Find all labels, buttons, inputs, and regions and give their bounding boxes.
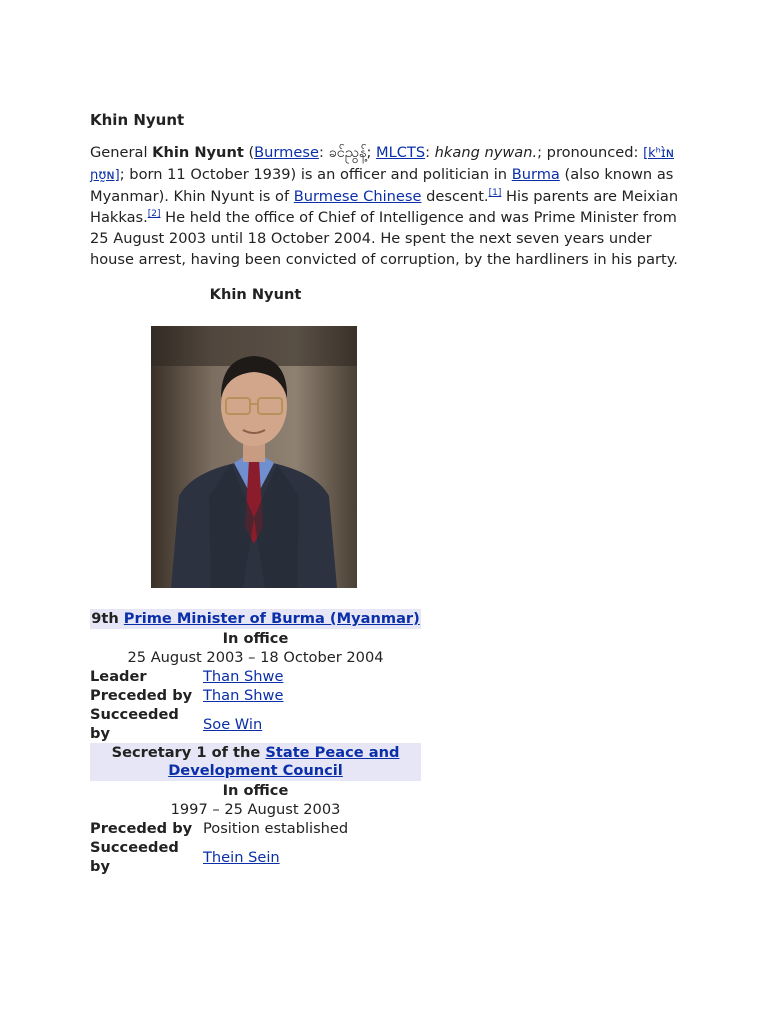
infobox [90,284,421,876]
table-row [90,838,421,876]
lead-text: ; born 11 October 1939) is an officer and politician in [119,166,512,183]
lead-text: General [90,144,153,161]
reference-1[interactable]: [1] [488,188,502,199]
row-label: Preceded by [90,820,193,837]
link-ipa[interactable]: [kʰɪ̀ɴ ɲʊ̰ɴ] [90,146,674,183]
page-title: Khin Nyunt [90,111,185,129]
office-section-prime-minister [90,609,421,743]
office-prefix: Secretary 1 of the [111,744,266,761]
in-office-label: In office [222,782,289,799]
link-preceded-by[interactable]: Than Shwe [203,687,284,704]
lead-text: : [425,144,435,161]
link-succeeded-by[interactable]: Thein Sein [203,848,280,866]
lead-text: : ခင်ညွန့်; [318,144,377,161]
office-header [90,743,421,781]
link-prime-minister-of-burma[interactable]: Prime Minister of Burma (Myanmar) [123,610,420,627]
lead-paragraph [90,142,690,270]
office-section-secretary [90,743,421,876]
table-row [90,819,421,838]
lead-text: His parents are Meixian Hakkas. [90,188,679,226]
lead-text: He held the office of Chief of Intelligence and was Prime Minister from 25 August 2003 until 18 October 2004. He spent the next seven years under house arrest, having been convicted of corruption, by the hardliners in his party. [90,209,678,268]
office-details [90,667,421,743]
office-details [90,819,421,876]
table-row [90,667,421,686]
lead-text: ( [243,144,255,161]
reference-2[interactable]: [2] [147,209,161,220]
link-state-peace-and-development-council[interactable]: State Peace and Development Council [168,744,400,779]
row-label: Preceded by [90,687,193,704]
lead-text: descent. [421,188,489,205]
table-row [90,686,421,705]
link-burma[interactable]: Burma [511,166,560,183]
article [90,108,690,876]
office-ordinal: 9th [91,610,124,627]
link-burmese-chinese[interactable]: Burmese Chinese [293,188,422,205]
lead-text: ; pronounced: [537,144,644,161]
office-header [90,609,421,629]
row-label: Succeeded by [90,839,179,875]
row-label: Succeeded by [90,706,179,742]
term-dates: 1997 – 25 August 2003 [170,801,341,818]
table-row [90,705,421,743]
in-office-label: In office [222,630,289,647]
link-burmese[interactable]: Burmese [254,144,319,161]
link-leader[interactable]: Than Shwe [203,668,284,685]
row-value: Position established [203,820,349,837]
term-dates: 25 August 2003 – 18 October 2004 [127,649,384,666]
link-succeeded-by[interactable]: Soe Win [203,715,263,733]
romanization: hkang nywan. [434,144,538,161]
lead-text: (also known as Myanmar). Khin Nyunt is of [90,166,674,205]
portrait-illustration [151,326,357,588]
subject-name: Khin Nyunt [152,144,244,161]
link-mlcts[interactable]: MLCTS [376,144,426,161]
row-label: Leader [90,668,147,685]
portrait-photo [151,326,357,588]
infobox-title: Khin Nyunt [209,286,302,303]
